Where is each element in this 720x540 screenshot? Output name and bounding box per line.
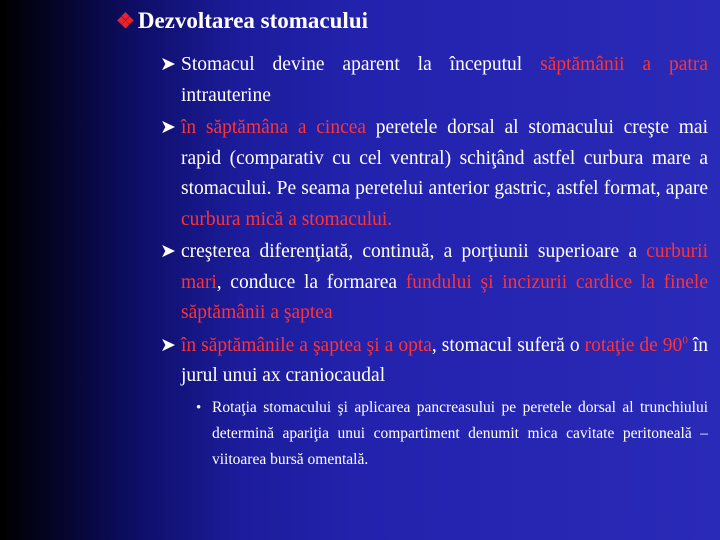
bullet-4-text-end: în jurul unui ax craniocaudal xyxy=(181,334,708,386)
arrow-bullet-icon: ➤ xyxy=(160,334,176,356)
bullet-item-3 xyxy=(162,237,708,329)
arrow-bullet-icon: ➤ xyxy=(160,117,176,138)
sub-bullet-item xyxy=(196,395,708,473)
sub-bullet-text: Rotaţia stomacului şi aplicarea pancreasului pe peretele dorsal al trunchiului determină apariţia unui compartiment denumit mica cavitate peritoneală – viitoarea bursă omentală. xyxy=(212,398,708,468)
bullet-2-highlight-end: curbura mică a stomacului. xyxy=(181,208,393,230)
bullet-item-2 xyxy=(162,113,708,235)
bullet-2-highlight: în săptămâna a cincea xyxy=(181,117,367,138)
slide-content xyxy=(162,50,708,473)
bullet-item-4 xyxy=(162,331,708,392)
bullet-3-text: creşterea diferenţiată, continuă, a porţiunii superioare a xyxy=(181,241,647,262)
bullet-4-highlight-rotation: rotaţie de 90 xyxy=(584,334,683,356)
bullet-1-text: Stomacul devine aparent la începutul xyxy=(181,54,541,75)
arrow-bullet-icon: ➤ xyxy=(160,54,176,75)
dot-bullet-icon: • xyxy=(196,399,202,416)
bullet-3-highlight-end: fundului şi incizurii cardice la finele săptămânii a şaptea xyxy=(181,271,708,323)
bullet-4-text: , stomacul suferă o xyxy=(431,334,585,356)
bullet-3-text-mid: , conduce la formarea xyxy=(216,271,406,293)
bullet-1-highlight: săptămânii a patra xyxy=(540,54,708,75)
bullet-3-highlight: curburii mari xyxy=(181,241,708,293)
bullet-4-highlight: în săptămânile a şaptea şi a opta xyxy=(181,334,432,356)
slide-title xyxy=(116,8,368,34)
bullet-4-degree-sup: 0 xyxy=(682,334,688,346)
bullet-2-text: peretele dorsal al stomacului creşte mai rapid (comparativ cu cel ventral) schiţând astfel curbura mare a stomacului. Pe seama peretelui anterior gastric, astfel format, apare xyxy=(181,117,709,199)
slide-title-text: Dezvoltarea stomacului xyxy=(137,8,368,33)
arrow-bullet-icon: ➤ xyxy=(160,241,176,262)
bullet-1-text-end: intrauterine xyxy=(181,84,271,106)
bullet-item-1 xyxy=(162,50,708,111)
diamond-bullet-icon: ❖ xyxy=(116,8,135,33)
